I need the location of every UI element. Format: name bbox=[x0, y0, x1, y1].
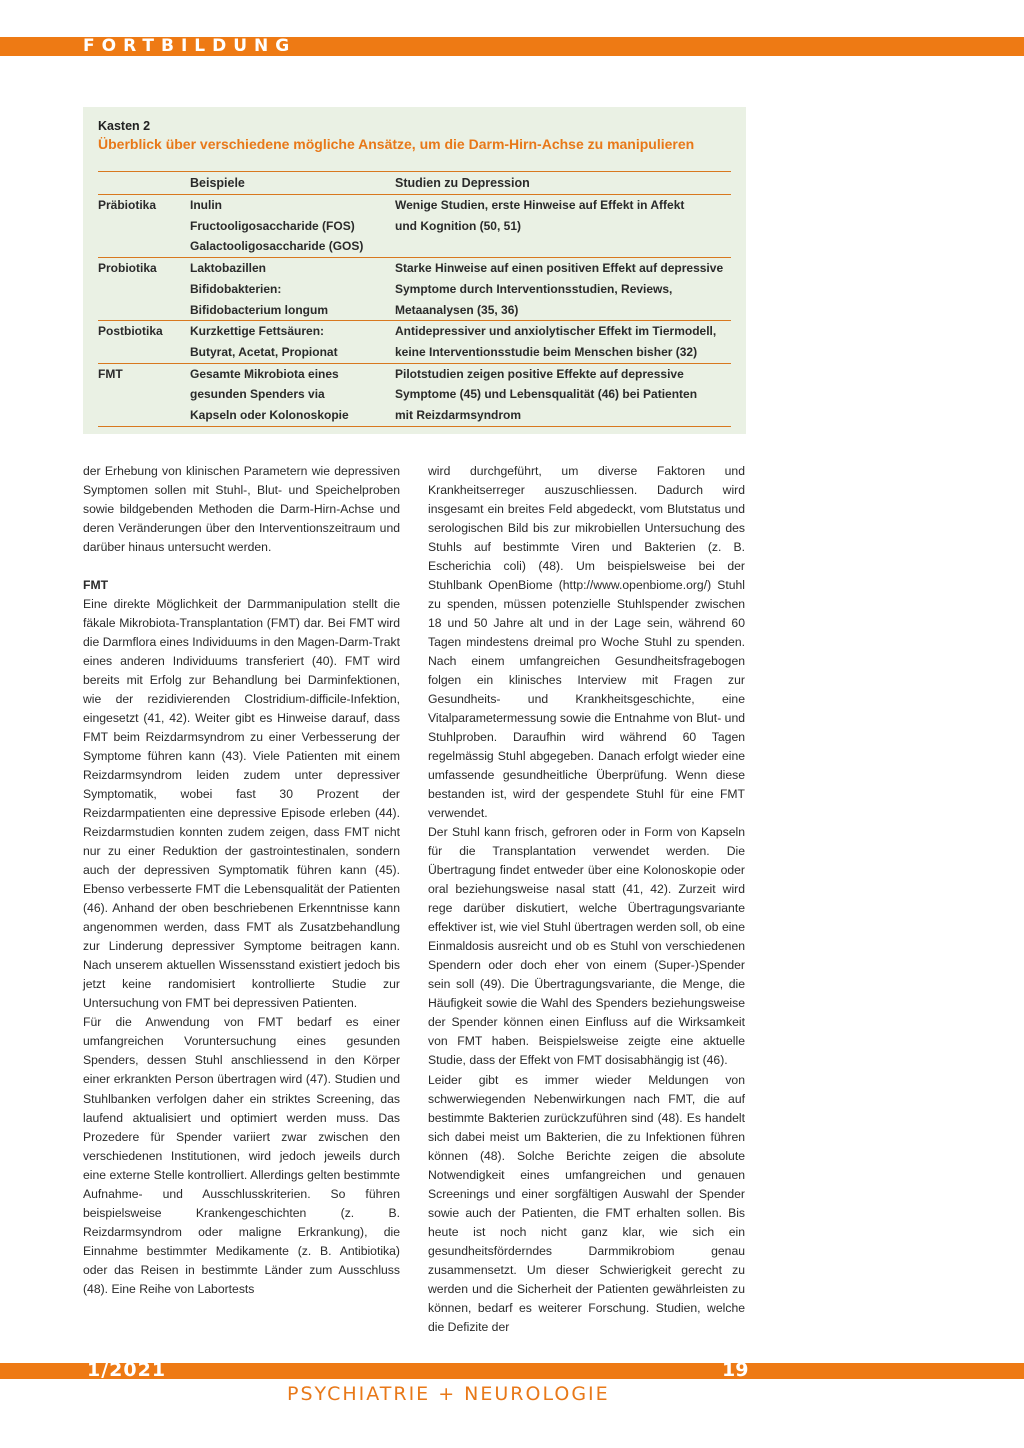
column-header: Studien zu Depression bbox=[395, 172, 731, 195]
example-line: Fructooligosaccharide (FOS) bbox=[190, 218, 355, 233]
paragraph: Leider gibt es immer wieder Meldungen von schwerwiegenden Nebenwirkungen nach FMT, die auf bestimmte Bakterien zurückzuführen sind (48). Es handelt sich dabei meist um Bakterien, die zu Infektionen führen können (48). Solche Berichte zeigen die absolute Notwendigkeit eines umfangreichen und genauen Screenings und einer sorgfältigen Auswahl der Spender sowie auch der Patienten, die FMT erhalten sollen. Bis heute ist noch nicht ganz klar, wie sich ein gesundheitsförderndes Darmmikrobiom genau zusammensetzt. Um dieser Schwierigkeit gerecht zu werden und die Sicherheit der Patienten gewährleisten zu können, bedarf es weiterer Forschung. Studien, welche die Defizite der bbox=[428, 1072, 745, 1334]
row-examples bbox=[190, 258, 395, 321]
study-line: Symptome durch Interventionsstudien, Reviews, bbox=[395, 281, 673, 296]
study-line: Symptome (45) und Lebensqualität (46) bei Patienten bbox=[395, 387, 698, 402]
example-line: Laktobazillen bbox=[190, 261, 267, 276]
example-line: Galactooligosaccharide (GOS) bbox=[190, 239, 364, 254]
row-studies bbox=[395, 258, 731, 321]
table-header-row bbox=[98, 172, 731, 195]
example-line: gesunden Spenders via bbox=[190, 387, 325, 402]
approaches-table bbox=[98, 171, 731, 427]
info-box bbox=[83, 107, 746, 434]
row-category: FMT bbox=[98, 366, 123, 381]
example-line: Kapseln oder Kolonoskopie bbox=[190, 408, 349, 423]
section-heading: FMT bbox=[83, 578, 109, 593]
article-column-right bbox=[428, 462, 745, 1337]
study-line: Antidepressiver und anxiolytischer Effekt im Tiermodell, bbox=[395, 324, 717, 339]
table-row bbox=[98, 258, 731, 321]
study-line: Metaanalysen (35, 36) bbox=[395, 302, 519, 317]
study-line: Pilotstudien zeigen positive Effekte auf depressive bbox=[395, 366, 684, 381]
example-line: Inulin bbox=[190, 198, 222, 212]
example-line: Bifidobakterien: bbox=[190, 281, 282, 296]
paragraph: der Erhebung von klinischen Parametern wie depressiven Symptomen sollen mit Stuhl-, Blut- und Speichelproben sowie bildgebenden Methoden die Darm-Hirn-Achse und deren Veränderungen über den Interventionszeitraum und darüber hinaus untersucht werden. bbox=[83, 464, 400, 555]
paragraph: wird durchgeführt, um diverse Faktoren und Krankheitserreger auszuschliessen. Dadurch wird insgesamt ein breites Feld abgedeckt, vom Blutstatus und serologischen Bild bis zur mikrobiellen Untersuchung des Stuhls auf bestimmte Viren und Bakterien (z. B. Escherichia coli) (48). Um beispielsweise bei der Stuhlbank OpenBiome (http://www.openbiome.org/) Stuhl zu spenden, müssen potenzielle Stuhlspender zwischen 18 und 50 Jahre alt und in der Lage sein, während 60 Tagen mindestens dreimal pro Woche Stuhl zu spenden. Nach einem umfangreichen Gesundheitsfragebogen folgen ein klinisches Interview mit Fragen zur Gesundheits- und Krankheitsgeschichte, eine Vitalparametermessung sowie die Entnahme von Blut- und Stuhlproben. Daraufhin wird während 60 Tagen regelmässig Stuhl abgegeben. Danach erfolgt wieder eine umfassende gesundheitliche Überprüfung. Wenn diese bestanden ist, wird der gespendete Stuhl für eine FMT verwendet. bbox=[428, 464, 745, 821]
row-examples bbox=[190, 195, 395, 258]
page-number: 19 bbox=[722, 1359, 749, 1381]
issue-number: 1/2021 bbox=[87, 1359, 167, 1381]
table-row bbox=[98, 321, 731, 363]
row-category: Präbiotika bbox=[98, 198, 157, 212]
journal-name: PSYCHIATRIE + NEUROLOGIE bbox=[287, 1383, 610, 1405]
example-line: Gesamte Mikrobiota eines bbox=[190, 366, 339, 381]
row-studies bbox=[395, 363, 731, 426]
study-line: Wenige Studien, erste Hinweise auf Effekt in Affekt bbox=[395, 198, 685, 212]
row-category: Probiotika bbox=[98, 261, 157, 276]
study-line: Starke Hinweise auf einen positiven Effekt auf depressive bbox=[395, 261, 724, 276]
column-header bbox=[98, 172, 190, 195]
column-header: Beispiele bbox=[190, 172, 395, 195]
box-title: Überblick über verschiedene mögliche Ansätze, um die Darm-Hirn-Achse zu manipulieren bbox=[98, 136, 695, 152]
paragraph: Der Stuhl kann frisch, gefroren oder in Form von Kapseln für die Transplantation verwendet werden. Die Übertragung findet entweder über eine Kolonoskopie oder oral beziehungsweise nasal statt (41, 42). Zurzeit wird rege darüber diskutiert, welche Übertragungsvariante effektiver ist, wie viel Stuhl übertragen werden soll, ob eine Einmaldosis ausreicht und ob es Stuhl von verschiedenen Spendern oder doch eher von einem (Super-)Spender sein soll (49). Die Übertragungsvariante, die Menge, die Häufigkeit sowie die Wahl des Spenders beziehungsweise der Spender können einen Einfluss auf die Wirksamkeit von FMT haben. Beispielsweise zeigte eine aktuelle Studie, dass der Effekt von FMT dosisabhängig ist (46). bbox=[428, 825, 745, 1068]
row-studies bbox=[395, 195, 731, 258]
example-line: Butyrat, Acetat, Propionat bbox=[190, 344, 338, 359]
example-line: Bifidobacterium longum bbox=[190, 302, 328, 317]
table-row bbox=[98, 195, 731, 258]
article-column-left bbox=[83, 462, 400, 1299]
section-label: FORTBILDUNG bbox=[83, 36, 297, 56]
study-line: keine Interventionsstudie beim Menschen bisher (32) bbox=[395, 344, 698, 359]
row-examples bbox=[190, 363, 395, 426]
box-label: Kasten 2 bbox=[98, 119, 151, 133]
row-studies bbox=[395, 321, 731, 363]
row-category: Postbiotika bbox=[98, 324, 163, 339]
study-line: und Kognition (50, 51) bbox=[395, 218, 521, 233]
row-examples bbox=[190, 321, 395, 363]
example-line: Kurzkettige Fettsäuren: bbox=[190, 324, 325, 339]
study-line: mit Reizdarmsyndrom bbox=[395, 408, 522, 423]
table-row bbox=[98, 363, 731, 426]
paragraph: Für die Anwendung von FMT bedarf es einer umfangreichen Voruntersuchung eines gesunden Spenders, dessen Stuhl anschliessend in den Körper einer erkrankten Person übertragen wird (47). Studien und Stuhlbanken verfolgen daher ein striktes Screening, das laufend aktualisiert und optimiert werden muss. Das Prozedere für Spender variiert zwar zwischen den verschiedenen Institutionen, wird jedoch jeweils durch eine externe Stelle kontrolliert. Allerdings gelten bestimmte Aufnahme- und Ausschlusskriterien. So führen beispielsweise Krankengeschichten (z. B. Reizdarmsyndrom oder maligne Erkrankung), die Einnahme bestimmter Medikamente (z. B. Antibiotika) oder das Reisen in bestimmte Länder zum Ausschluss (48). Eine Reihe von Labortests bbox=[83, 1015, 400, 1296]
paragraph: Eine direkte Möglichkeit der Darmmanipulation stellt die fäkale Mikrobiota-Transplantation (FMT) dar. Bei FMT wird die Darmflora eines Individuums in den Magen-Darm-Trakt eines anderen Individuums transferiert (40). FMT wird bereits mit Erfolg zur Behandlung bei Darminfektionen, wie der rezidivierenden Clostridium-difficile-Infektion, eingesetzt (41, 42). Weiter gibt es Hinweise darauf, dass FMT beim Reizdarmsyndrom zu einer Verbesserung der Symptome führen kann (43). Viele Patienten mit einem Reizdarmsyndrom leiden zudem unter depressiver Symptomatik, wobei fast 30 Prozent der Reizdarmpatienten eine depressive Episode erleben (44). Reizdarmstudien konnten zudem zeigen, dass FMT nicht nur zu einer Reduktion der gastrointestinalen, sondern auch der depressiven Symptomatik führen kann (45). Ebenso verbesserte FMT die Lebensqualität der Patienten (46). Anhand der oben beschriebenen Erkenntnisse kann angenommen werden, dass FMT als Zusatzbehandlung zur Linderung depressiver Symptome beitragen kann. Nach unserem aktuellen Wissensstand existiert jedoch bis jetzt keine randomisiert kontrollierte Studie zur Untersuchung von FMT bei depressiven Patienten. bbox=[83, 597, 400, 1011]
